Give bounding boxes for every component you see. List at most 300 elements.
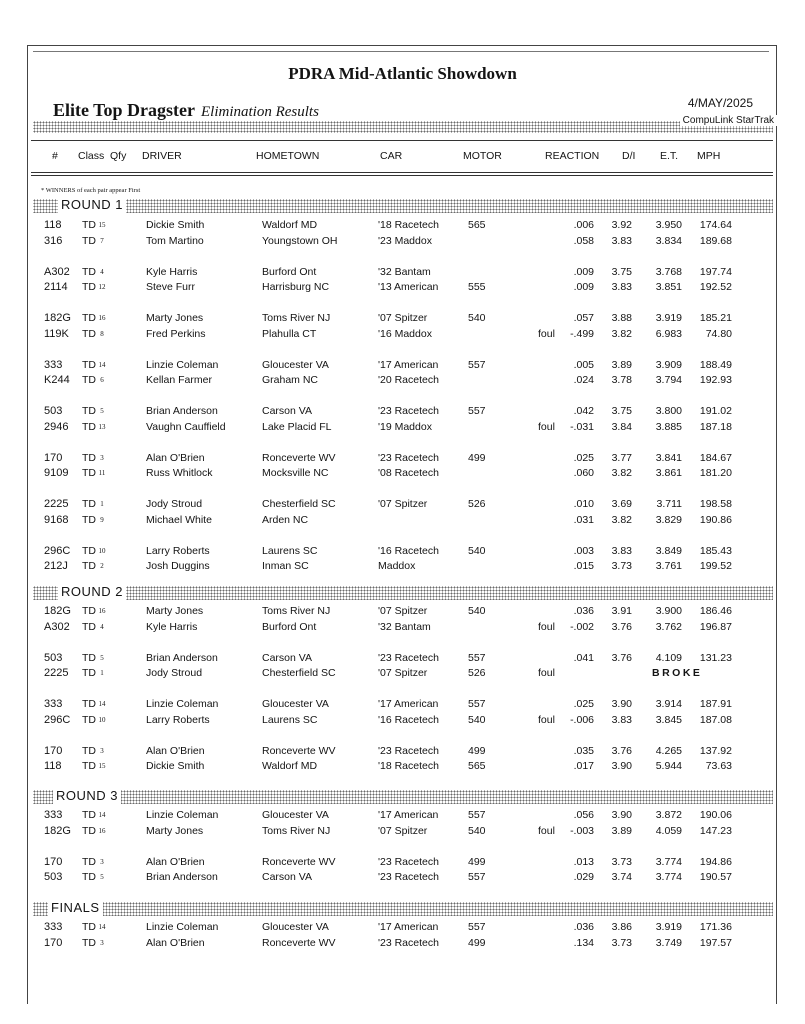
cell-qfy: 5 xyxy=(100,653,104,662)
cell-car: '16 Racetech xyxy=(378,713,439,726)
cell-reaction: .017 xyxy=(573,760,594,772)
cell-car: '23 Racetech xyxy=(378,855,439,868)
cell-mph: 187.08 xyxy=(699,713,732,726)
col-hometown-header: HOMETOWN xyxy=(256,150,320,162)
class-name: Elite Top Dragster xyxy=(53,100,195,120)
cell-et: 3.872 xyxy=(655,809,682,821)
cell-motor: 540 xyxy=(468,713,486,726)
cell-mph: 185.43 xyxy=(699,544,732,557)
cell-class: TD xyxy=(82,420,96,433)
cell-qfy: 16 xyxy=(98,314,106,322)
cell-mph: 184.67 xyxy=(699,451,732,464)
cell-num: 9109 xyxy=(44,467,69,479)
cell-qfy: 11 xyxy=(98,469,106,477)
cell-mph: 196.87 xyxy=(699,620,732,633)
cell-et: 3.909 xyxy=(655,358,682,371)
cell-car: '23 Racetech xyxy=(378,871,439,883)
cell-foul: foul xyxy=(538,327,555,340)
cell-qfy: 1 xyxy=(100,669,104,677)
cell-di: 3.88 xyxy=(611,312,632,324)
col-di-header: D/I xyxy=(622,150,636,162)
cell-num: 2946 xyxy=(44,420,69,433)
cell-num: 316 xyxy=(44,234,63,247)
cell-reaction: .005 xyxy=(573,358,594,371)
result-row xyxy=(0,497,805,511)
cell-di: 3.82 xyxy=(611,327,632,340)
cell-class: TD xyxy=(82,620,96,633)
results-subtitle: Elimination Results xyxy=(201,104,319,120)
cell-motor: 499 xyxy=(468,936,486,949)
cell-mph: 189.68 xyxy=(699,234,732,247)
cell-class: TD xyxy=(82,327,96,340)
result-row xyxy=(0,234,805,248)
cell-mph: 190.57 xyxy=(699,871,732,883)
result-row xyxy=(0,651,805,665)
cell-num: 503 xyxy=(44,405,63,417)
cell-reaction: .024 xyxy=(573,374,594,386)
round-label: ROUND 3 xyxy=(53,788,121,804)
cell-mph: 187.91 xyxy=(699,698,732,710)
cell-car: '18 Racetech xyxy=(378,219,439,231)
cell-car: '23 Racetech xyxy=(378,405,439,417)
cell-car: '16 Racetech xyxy=(378,544,439,557)
result-row xyxy=(0,920,805,934)
cell-num: 170 xyxy=(44,451,63,464)
cell-reaction: .029 xyxy=(573,871,594,883)
cell-qfy: 4 xyxy=(100,622,104,631)
cell-di: 3.74 xyxy=(611,871,632,883)
cell-num: 503 xyxy=(44,871,63,883)
cell-broke: BROKE xyxy=(652,667,703,679)
cell-motor: 499 xyxy=(468,855,486,868)
cell-driver: Michael White xyxy=(146,513,212,526)
cell-et: 6.983 xyxy=(655,327,682,340)
result-row xyxy=(0,327,805,341)
cell-hometown: Gloucester VA xyxy=(262,358,329,371)
cell-car: '07 Spitzer xyxy=(378,312,428,324)
cell-driver: Linzie Coleman xyxy=(146,809,219,821)
cell-qfy: 8 xyxy=(100,329,104,338)
cell-reaction: .006 xyxy=(573,219,594,231)
cell-num: 333 xyxy=(44,698,63,710)
cell-motor: 557 xyxy=(468,871,486,883)
cell-et: 3.849 xyxy=(655,544,682,557)
col-qfy-header: Qfy xyxy=(110,150,127,162)
cell-et: 3.800 xyxy=(655,405,682,417)
cell-mph: 181.20 xyxy=(699,467,732,479)
cell-et: 3.851 xyxy=(655,281,682,293)
cell-motor: 557 xyxy=(468,698,486,710)
result-row xyxy=(0,466,805,480)
cell-num: 119K xyxy=(44,327,69,340)
cell-qfy: 6 xyxy=(100,376,104,384)
cell-qfy: 4 xyxy=(100,267,104,276)
cell-di: 3.89 xyxy=(611,824,632,837)
result-row xyxy=(0,420,805,434)
event-date: 4/MAY/2025 xyxy=(687,96,753,110)
cell-foul: foul xyxy=(538,620,555,633)
cell-motor: 526 xyxy=(468,498,486,510)
cell-hometown: Ronceverte WV xyxy=(262,936,336,949)
cell-num: 2114 xyxy=(44,281,68,293)
cell-di: 3.90 xyxy=(611,760,632,772)
cell-qfy: 16 xyxy=(98,826,106,835)
cell-foul: foul xyxy=(538,713,555,726)
cell-qfy: 15 xyxy=(98,762,106,770)
result-row xyxy=(0,697,805,711)
cell-car: '13 American xyxy=(378,281,439,293)
cell-driver: Vaughn Cauffield xyxy=(146,420,226,433)
cell-car: '23 Racetech xyxy=(378,744,439,757)
cell-di: 3.83 xyxy=(611,281,632,293)
cell-num: 2225 xyxy=(44,498,69,510)
cell-num: 170 xyxy=(44,744,63,757)
cell-car: '32 Bantam xyxy=(378,620,431,633)
cell-class: TD xyxy=(82,651,96,664)
cell-mph: 187.18 xyxy=(699,420,732,433)
cell-hometown: Laurens SC xyxy=(262,713,318,726)
header-rule xyxy=(31,172,773,173)
cell-mph: 198.58 xyxy=(699,498,732,510)
cell-reaction: -.031 xyxy=(570,420,594,433)
cell-reaction: .036 xyxy=(573,921,594,933)
cell-motor: 557 xyxy=(468,358,486,371)
result-row xyxy=(0,451,805,465)
cell-et: 3.768 xyxy=(655,265,682,278)
col-class-header: Class xyxy=(78,150,105,162)
cell-num: 118 xyxy=(44,760,62,772)
cell-driver: Marty Jones xyxy=(146,824,204,837)
cell-car: Maddox xyxy=(378,560,416,572)
cell-di: 3.73 xyxy=(611,560,632,572)
cell-hometown: Toms River NJ xyxy=(262,824,331,837)
cell-class: TD xyxy=(82,513,96,526)
cell-mph: 131.23 xyxy=(699,651,732,664)
cell-et: 3.914 xyxy=(655,698,682,710)
cell-driver: Alan O'Brien xyxy=(146,936,205,949)
cell-driver: Steve Furr xyxy=(146,281,196,293)
cell-class: TD xyxy=(82,544,96,557)
cell-di: 3.73 xyxy=(611,855,632,868)
cell-num: 170 xyxy=(44,936,63,949)
col-num-header: # xyxy=(52,150,58,162)
cell-di: 3.73 xyxy=(611,936,632,949)
cell-num: A302 xyxy=(44,265,70,278)
cell-hometown: Plahulla CT xyxy=(262,327,317,340)
cell-motor: 557 xyxy=(468,405,486,417)
cell-hometown: Gloucester VA xyxy=(262,698,329,710)
cell-class: TD xyxy=(82,760,96,772)
cell-hometown: Youngstown OH xyxy=(262,234,338,247)
cell-di: 3.90 xyxy=(611,698,632,710)
result-row xyxy=(0,544,805,558)
cell-class: TD xyxy=(82,234,96,247)
cell-qfy: 12 xyxy=(98,283,106,291)
winners-footnote: * WINNERS of each pair appear First xyxy=(41,187,141,194)
cell-class: TD xyxy=(82,358,96,371)
cell-num: K244 xyxy=(44,374,70,386)
cell-di: 3.91 xyxy=(611,605,632,617)
cell-hometown: Arden NC xyxy=(262,513,309,526)
cell-reaction: .003 xyxy=(573,544,594,557)
cell-hometown: Mocksville NC xyxy=(262,467,329,479)
cell-class: TD xyxy=(82,698,96,710)
cell-foul: foul xyxy=(538,824,555,837)
cell-driver: Brian Anderson xyxy=(146,651,218,664)
cell-driver: Larry Roberts xyxy=(146,544,210,557)
cell-driver: Alan O'Brien xyxy=(146,451,205,464)
cell-driver: Linzie Coleman xyxy=(146,698,219,710)
cell-et: 3.794 xyxy=(655,374,682,386)
cell-class: TD xyxy=(82,467,96,479)
cell-et: 3.711 xyxy=(656,498,682,510)
cell-num: 182G xyxy=(44,312,71,324)
cell-num: 9168 xyxy=(44,513,69,526)
cell-car: '17 American xyxy=(378,809,439,821)
col-et-header: E.T. xyxy=(660,150,679,162)
cell-foul: foul xyxy=(538,667,555,679)
cell-class: TD xyxy=(82,809,96,821)
round-band xyxy=(33,199,773,213)
cell-driver: Kyle Harris xyxy=(146,620,198,633)
cell-reaction: -.003 xyxy=(570,824,594,837)
cell-class: TD xyxy=(82,713,96,726)
cell-car: '20 Racetech xyxy=(378,374,439,386)
cell-num: 296C xyxy=(44,544,71,557)
cell-di: 3.89 xyxy=(611,358,632,371)
cell-di: 3.82 xyxy=(611,513,632,526)
result-row xyxy=(0,744,805,758)
cell-hometown: Chesterfield SC xyxy=(262,667,336,679)
cell-mph: 190.06 xyxy=(699,809,732,821)
cell-driver: Dickie Smith xyxy=(146,760,205,772)
result-row xyxy=(0,713,805,727)
cell-hometown: Gloucester VA xyxy=(262,921,329,933)
cell-hometown: Burford Ont xyxy=(262,620,317,633)
cell-et: 3.900 xyxy=(655,605,682,617)
result-row xyxy=(0,855,805,869)
result-row xyxy=(0,280,805,294)
cell-driver: Tom Martino xyxy=(146,234,204,247)
result-row xyxy=(0,604,805,618)
col-motor-header: MOTOR xyxy=(463,150,502,162)
result-row xyxy=(0,513,805,527)
header-rule xyxy=(31,175,773,176)
result-row xyxy=(0,666,805,680)
cell-class: TD xyxy=(82,219,96,231)
cell-di: 3.92 xyxy=(611,219,632,231)
cell-driver: Brian Anderson xyxy=(146,871,218,883)
cell-et: 3.885 xyxy=(655,420,682,433)
cell-car: '23 Maddox xyxy=(378,234,432,247)
col-mph-header: MPH xyxy=(697,150,721,162)
cell-et: 3.919 xyxy=(655,312,682,324)
cell-driver: Larry Roberts xyxy=(146,713,210,726)
cell-mph: 171.36 xyxy=(699,921,732,933)
cell-car: '07 Spitzer xyxy=(378,605,428,617)
cell-hometown: Ronceverte WV xyxy=(262,451,336,464)
cell-hometown: Laurens SC xyxy=(262,544,318,557)
cell-hometown: Chesterfield SC xyxy=(262,498,336,510)
cell-et: 3.845 xyxy=(655,713,682,726)
cell-car: '07 Spitzer xyxy=(378,498,428,510)
cell-hometown: Toms River NJ xyxy=(262,605,331,617)
cell-reaction: .042 xyxy=(573,405,594,417)
cell-class: TD xyxy=(82,451,96,464)
cell-mph: 199.52 xyxy=(699,560,732,572)
cell-car: '17 American xyxy=(378,921,439,933)
cell-et: 3.774 xyxy=(655,855,682,868)
result-row xyxy=(0,311,805,325)
col-reaction-header: REACTION xyxy=(545,150,600,162)
cell-et: 3.749 xyxy=(655,936,682,949)
cell-et: 4.059 xyxy=(655,824,682,837)
cell-et: 3.761 xyxy=(655,560,682,572)
cell-hometown: Ronceverte WV xyxy=(262,744,336,757)
cell-class: TD xyxy=(82,744,96,757)
result-row xyxy=(0,620,805,634)
cell-mph: 192.93 xyxy=(699,374,732,386)
round-band xyxy=(33,586,773,600)
cell-hometown: Harrisburg NC xyxy=(262,281,330,293)
cell-driver: Linzie Coleman xyxy=(146,358,219,371)
cell-qfy: 14 xyxy=(98,700,106,708)
cell-et: 4.265 xyxy=(655,744,682,757)
cell-driver: Marty Jones xyxy=(146,605,204,617)
cell-car: '17 American xyxy=(378,698,439,710)
cell-mph: 73.63 xyxy=(705,760,732,772)
cell-car: '07 Spitzer xyxy=(378,667,428,679)
cell-qfy: 10 xyxy=(98,715,106,724)
result-row xyxy=(0,870,805,884)
cell-hometown: Carson VA xyxy=(262,871,312,883)
cell-motor: 565 xyxy=(468,219,486,231)
cell-di: 3.77 xyxy=(611,451,632,464)
cell-driver: Dickie Smith xyxy=(146,219,205,231)
result-row xyxy=(0,824,805,838)
result-row xyxy=(0,936,805,950)
result-row xyxy=(0,404,805,418)
cell-di: 3.78 xyxy=(611,374,632,386)
cell-class: TD xyxy=(82,374,96,386)
cell-reaction: .031 xyxy=(573,513,594,526)
cell-class: TD xyxy=(82,667,96,679)
result-row xyxy=(0,265,805,279)
cell-reaction: .015 xyxy=(573,560,594,572)
cell-et: 3.861 xyxy=(655,467,682,479)
result-row xyxy=(0,759,805,773)
cell-motor: 526 xyxy=(468,667,486,679)
cell-di: 3.69 xyxy=(611,498,632,510)
cell-di: 3.86 xyxy=(611,921,632,933)
cell-num: 170 xyxy=(44,855,63,868)
header-rule xyxy=(31,140,773,141)
round-band xyxy=(33,902,773,916)
cell-hometown: Ronceverte WV xyxy=(262,855,336,868)
cell-reaction: .009 xyxy=(573,265,594,278)
cell-reaction: .025 xyxy=(573,698,594,710)
cell-di: 3.82 xyxy=(611,467,632,479)
cell-reaction: -.002 xyxy=(570,620,594,633)
cell-motor: 557 xyxy=(468,651,486,664)
cell-qfy: 13 xyxy=(98,422,106,431)
cell-motor: 540 xyxy=(468,544,486,557)
cell-di: 3.76 xyxy=(611,651,632,664)
cell-qfy: 16 xyxy=(98,607,106,615)
cell-qfy: 9 xyxy=(100,515,104,524)
cell-mph: 188.49 xyxy=(699,358,732,371)
cell-hometown: Carson VA xyxy=(262,651,312,664)
cell-car: '23 Racetech xyxy=(378,651,439,664)
cell-qfy: 14 xyxy=(98,811,106,819)
cell-motor: 540 xyxy=(468,605,486,617)
cell-mph: 74.80 xyxy=(705,327,732,340)
cell-motor: 540 xyxy=(468,312,486,324)
cell-reaction: .056 xyxy=(573,809,594,821)
cell-qfy: 10 xyxy=(98,546,106,555)
cell-mph: 190.86 xyxy=(699,513,732,526)
cell-num: 333 xyxy=(44,358,63,371)
cell-et: 3.762 xyxy=(655,620,682,633)
result-row xyxy=(0,358,805,372)
cell-hometown: Inman SC xyxy=(262,560,309,572)
cell-hometown: Gloucester VA xyxy=(262,809,329,821)
cell-reaction: .060 xyxy=(573,467,594,479)
col-car-header: CAR xyxy=(380,150,403,162)
event-title: PDRA Mid-Atlantic Showdown xyxy=(288,64,517,83)
cell-num: 296C xyxy=(44,713,71,726)
cell-qfy: 5 xyxy=(100,873,104,881)
cell-reaction: .013 xyxy=(573,855,594,868)
cell-num: 503 xyxy=(44,651,63,664)
cell-qfy: 14 xyxy=(98,360,106,369)
cell-qfy: 3 xyxy=(100,746,104,755)
cell-class: TD xyxy=(82,265,96,278)
cell-reaction: -.006 xyxy=(570,713,594,726)
cell-class: TD xyxy=(82,605,96,617)
cell-num: 118 xyxy=(44,219,62,231)
cell-class: TD xyxy=(82,824,96,837)
cell-motor: 499 xyxy=(468,744,486,757)
cell-motor: 555 xyxy=(468,281,486,293)
cell-mph: 192.52 xyxy=(699,281,732,293)
cell-class: TD xyxy=(82,281,96,293)
cell-reaction: -.499 xyxy=(570,327,594,340)
timing-vendor: CompuLink StarTrak xyxy=(680,115,777,126)
cell-qfy: 3 xyxy=(100,453,104,462)
cell-qfy: 2 xyxy=(100,562,104,570)
cell-driver: Jody Stroud xyxy=(146,667,203,679)
cell-num: 333 xyxy=(44,921,63,933)
cell-driver: Alan O'Brien xyxy=(146,855,205,868)
cell-driver: Kyle Harris xyxy=(146,265,198,278)
cell-reaction: .134 xyxy=(573,936,594,949)
cell-qfy: 1 xyxy=(100,500,104,508)
cell-driver: Alan O'Brien xyxy=(146,744,205,757)
cell-di: 3.76 xyxy=(611,744,632,757)
sheet-top-rule xyxy=(33,51,769,52)
cell-hometown: Toms River NJ xyxy=(262,312,331,324)
cell-reaction: .041 xyxy=(573,651,594,664)
cell-di: 3.76 xyxy=(611,620,632,633)
cell-qfy: 14 xyxy=(98,923,106,931)
cell-hometown: Burford Ont xyxy=(262,265,317,278)
cell-di: 3.75 xyxy=(611,405,632,417)
cell-mph: 191.02 xyxy=(699,405,732,417)
cell-driver: Marty Jones xyxy=(146,312,204,324)
cell-mph: 194.86 xyxy=(699,855,732,868)
cell-car: '17 American xyxy=(378,358,439,371)
